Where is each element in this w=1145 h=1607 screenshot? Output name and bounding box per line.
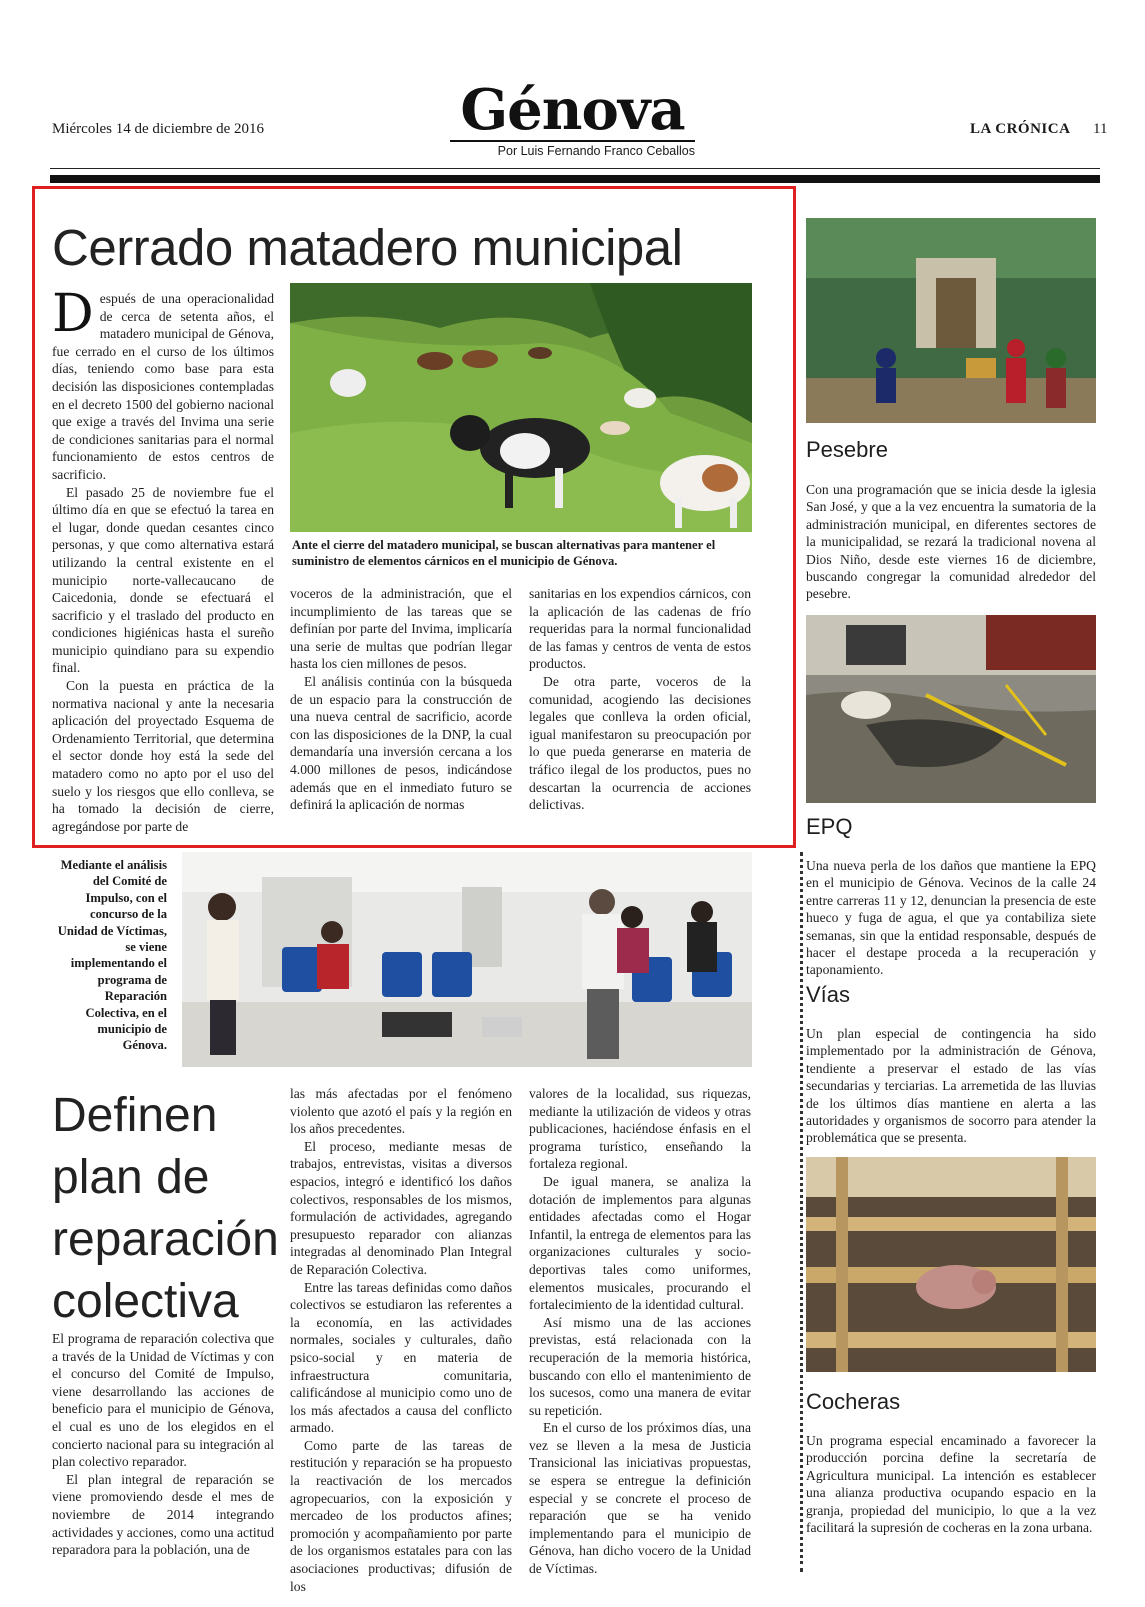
article1-paragraph: sanitarias en los expendios cárnicos, con la aplicación de las cadenas de frío requeridas para la normal funcionalidad de las famas y centros de venta de estos productos. — [529, 586, 751, 672]
article1-column-2 — [290, 585, 512, 814]
article2-paragraph: En el curso de los próximos días, una vez se lleven a la mesa de Justicia Transicional las iniciativas propuestas, se espera se entregue la definición especial y se concrete el proceso de reparación que se ha venido implementando para el municipio de Génova, han dicho vocero de la Unidad de Víctimas. — [529, 1420, 751, 1577]
vias-text: Un plan especial de contingencia ha sido implementado por la administración de Génova, tendiente a preservar el estado de las vías secundarias y terciarias. La arremetida de las lluvias de los últimos días mantiene en alerta a las autoridades y organismos de socorro para atender la problemática que se presenta. — [806, 1026, 1096, 1146]
article2-photo-caption: Mediante el análisis del Comité de Impulso, con el concurso de la Unidad de Víctimas, se viene implementando el programa de Reparación Colectiva, en el municipio de Génova. — [57, 858, 167, 1053]
dropcap: D — [52, 284, 94, 344]
section-title: Génova — [460, 77, 685, 143]
article2-paragraph: las más afectadas por el fenómeno violento que azotó el país y la región en los años precedentes. — [290, 1086, 512, 1137]
article2-paragraph: El plan integral de reparación se viene promoviendo desde el mes de noviembre de 2014 integrando actividades y acciones, como una actitud reparadora para la población, una de — [52, 1471, 274, 1558]
article2-paragraph: Así mismo una de las acciones previstas, está relacionada con la recuperación de la memoria histórica, buscando con ello el mantenimiento de los sucesos, como una manera de evitar su repetición. — [529, 1314, 751, 1418]
article1-paragraph: El pasado 25 de noviembre fue el último día en que se efectuó la tarea en el lugar, donde quedan cesantes cinco personas, y que como alternativa estará utilizando la central existente en el municipio norte-vallecaucano de Caicedonia, donde se efectuará el sacrificio y el traslado del producto en condiciones higiénicas hasta el sureño municipio quindiano para su expendio final. — [52, 484, 274, 676]
epq-text: Una nueva perla de los daños que mantiene la EPQ en el municipio de Génova. Vecinos de la calle 24 entre carreras 11 y 12, denuncian la presencia de este hueco y fuga de agua, el que ya contabiliza siete semanas, sin que la entidad responsable, después de hacer el destape proceda a la recuperación y taponamiento. — [806, 858, 1096, 978]
section-byline: Por Luis Fernando Franco Ceballos — [450, 140, 695, 158]
article1-column-1 — [52, 284, 274, 835]
article1-paragraph: voceros de la administración, que el incumplimiento de las tareas que se definían por parte del Invima, implicaría una serie de multas que podrían llegar hasta los cien millones de pesos. — [290, 586, 512, 672]
article1-paragraph: El análisis continúa con la búsqueda de un espacio para la construcción de una nueva central de sacrificio, acorde con las disposiciones de la DNP, la cual demandaría una inversión cercana a los 4.000 millones de pesos, indicándose además que en el inmediato futuro se definirá la aplicación de normas — [290, 673, 512, 813]
article2-paragraph: Como parte de las tareas de restitución y reparación se ha propuesto la reactivación de los mercados agropecuarios, con la exposición y mercadeo de los productos afines; promoción y acompañamiento por parte de los organismos estatales para con las asociaciones productivas; difusión de los — [290, 1437, 512, 1594]
header-rule-thick — [50, 175, 1100, 183]
article2-paragraph: De igual manera, se analiza la dotación de implementos para algunas entidades afectadas como el Hogar Infantil, la entrega de elementos para las organizaciones culturales y socio-deportivas tales como uniformes, elementos musicales, procurando el fortalecimiento de la identidad cultural. — [529, 1173, 751, 1313]
article1-column-3 — [529, 585, 751, 814]
pig-pen-photo — [806, 1157, 1096, 1372]
article2-paragraph: Entre las tareas definidas como daños colectivos se estudiaron las referentes a la economía, en las actividades normales, sociales y culturales, daño psico-social y en materia de infraestructura comunitaria, calificándose al municipio como uno de los más afectados a causa del conflicto armado. — [290, 1279, 512, 1436]
article1-headline: Cerrado matadero municipal — [52, 219, 683, 276]
article2-column-3 — [529, 1085, 751, 1578]
article1-paragraph: Con la puesta en práctica de la normativa nacional y ante la necesaria aplicación del proyectado Esquema de Ordenamiento Territorial, que determina el sector donde hoy está la sede del matadero como no apto por el uso del suelo y los riesgos que ello conlleva, se ha tomado la decisión de cierre, agregándose por parte de — [52, 678, 274, 834]
cattle-pasture-photo — [290, 283, 752, 532]
article2-paragraph: El programa de reparación colectiva que a través de la Unidad de Víctimas y con el concurso del Comité de Impulso, viene desarrollando las acciones de beneficio para el municipio de Génova, el cual es uno de los elegidos en el concierto nacional para su integración al plan colectivo reparador. — [52, 1331, 274, 1470]
issue-date: Miércoles 14 de diciembre de 2016 — [52, 121, 265, 137]
header-rule-thin — [50, 168, 1100, 169]
page-number: 11 — [1093, 121, 1108, 137]
cocheras-text: Un programa especial encaminado a favorecer la producción porcina define la secretaría de Agricultura municipal. La intención es establecer una alianza productiva ocupando espacio en la granja, propiedad del municipio, lo que a la vez facilitará la supresión de cocheras en la zona urbana. — [806, 1433, 1096, 1536]
street-hole-photo — [806, 615, 1096, 803]
pesebre-text: Con una programación que se inicia desde la iglesia San José, y que a la vez encuentra la sumatoria de la administración municipal, en diferentes sectores de la municipalidad, se rezará la tradicional novena al Dios Niño, desde este viernes 16 de diciembre, buscando congregar la comunidad alrededor del pesebre. — [806, 482, 1096, 602]
section-masthead — [450, 77, 695, 158]
cocheras-title: Cocheras — [806, 1389, 901, 1414]
article2-paragraph: valores de la localidad, sus riquezas, mediante la utilización de videos y otras publicaciones, haciéndose énfasis en el programa turístico, enseñando la fortaleza regional. — [529, 1086, 751, 1172]
pesebre-title: Pesebre — [806, 437, 888, 462]
article2-column-1 — [52, 1330, 274, 1559]
article2-paragraph: El proceso, mediante mesas de trabajos, entrevistas, visitas a diversos espacios, integró e identificó los daños colectivos, responsables de los mismos, formulación de actividades, agregando presupuesto reparador con alianzas integradas al denominado Plan Integral de Reparación Colectiva. — [290, 1138, 512, 1277]
article1-paragraph: Después de una operacionalidad de cerca de setenta años, el matadero municipal de Génova, fue cerrado en el curso de los últimos días, teniendo como base para esta decisión las disposiciones contempladas en el decreto 1500 del gobierno nacional que exige a través del Invima una serie de condiciones sanitarias para el normal funcionamiento de estos centros de sacrificio. — [52, 284, 274, 482]
nativity-scene-photo — [806, 218, 1096, 423]
article2-headline: Definen plan de reparación colectiva — [52, 1089, 279, 1328]
sidebar-divider — [800, 852, 803, 1572]
epq-title: EPQ — [806, 814, 853, 839]
meeting-room-photo — [182, 852, 752, 1067]
newspaper-name: LA CRÓNICA — [970, 121, 1071, 137]
vias-title: Vías — [806, 982, 851, 1007]
article2-column-2 — [290, 1085, 512, 1595]
article1-paragraph: De otra parte, voceros de la comunidad, acogiendo las decisiones legales que conlleva la orden oficial, igual manifestaron su preocupación por lo que pueda generarse en materia de tráfico ilegal de los productos, pues no descartan la ocurrencia de acciones delictivas. — [529, 673, 751, 813]
article1-photo-caption: Ante el cierre del matadero municipal, se buscan alternativas para mantener el suministro de elementos cárnicos en el municipio de Génova. — [292, 538, 716, 568]
